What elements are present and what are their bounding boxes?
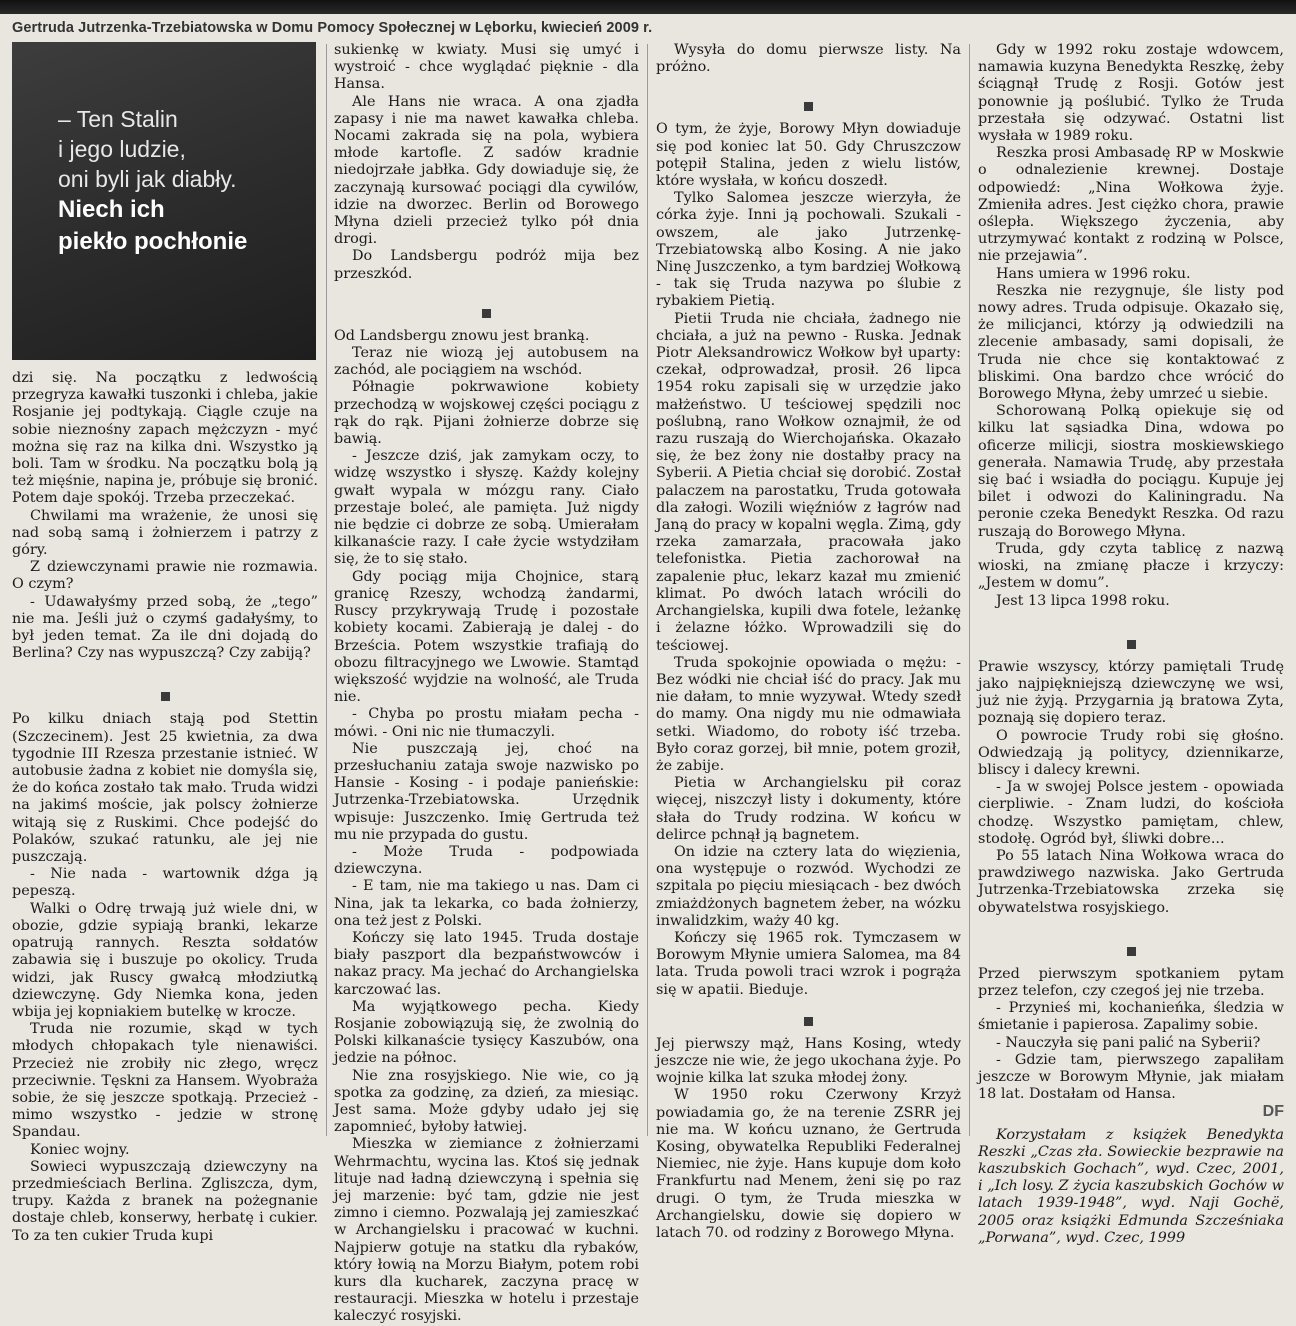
section-separator bbox=[804, 102, 813, 111]
section-separator bbox=[161, 692, 170, 701]
column-4 bbox=[978, 42, 1284, 1246]
section-separator bbox=[1127, 640, 1136, 649]
section-separator bbox=[482, 309, 491, 318]
pull-quote-line: – Ten Stalin bbox=[58, 106, 178, 132]
column-rule bbox=[326, 44, 327, 1136]
paragraph: Tylko Salomea jeszcze wierzyła, że córka żyje. Inni ją pochowali. Szukali - owszem, ale jako Jutrzenkę-Trzebiatowską albo Kosing. A nie jako Ninę Juszczenko, a tym bardziej Wołkową - tak się Truda nazywa po ślubie z rybakiem Pietią. bbox=[656, 190, 961, 310]
paragraph: Sowieci wypuszczają dziewczyny na przedmieściach Berlina. Zgliszcza, dym, trupy. Każda z branek na pożegnanie dostaje chleb, konserwy, herbatę i cukier. To za ten cukier Truda kupi bbox=[12, 1158, 318, 1244]
paragraph: O tym, że żyje, Borowy Młyn dowiaduje się pod koniec lat 50. Gdy Chruszczow potępił Stalina, jeden z wielu listów, które wysłała, w końcu doszedł. bbox=[656, 121, 961, 190]
page-top-edge bbox=[0, 0, 1296, 14]
paragraph: Jej pierwszy mąż, Hans Kosing, wtedy jeszcze nie wie, że jego ukochana żyje. Po wojnie kilka lat szuka młodej żony. bbox=[656, 1035, 961, 1087]
paragraph: Pietia w Archangielsku pił coraz więcej, niszczył listy i dokumenty, które słała do Trudy rodzina. W końcu w delirce pchnął ją bagnetem. bbox=[656, 775, 961, 843]
paragraph: Ale Hans nie wraca. A ona zjadła zapasy i nie ma nawet kawałka chleba. Nocami zakrada się na pola, wybiera młode kartofle. Z sadów kradnie niedojrzałe jabłka. Gdy dowiaduje się, że zaczynają kursować pociągi dla cywilów, idzie na dworzec. Berlin od Borowego Młyna dzieli przecież tylko pół dnia drogi. bbox=[334, 93, 639, 248]
column-2 bbox=[334, 42, 639, 1325]
paragraph: Kończy się lato 1945. Truda dostaje biały paszport dla bezpaństwowców i nakaz pracy. Ma jechać do Archangielska karczować las. bbox=[334, 929, 639, 998]
paragraph: Nie zna rosyjskiego. Nie wie, co ją spotka za godzinę, za dzień, za miesiąc. Jest sama. Może gdyby udało jej się zapomnieć, byłoby łatwiej. bbox=[334, 1067, 639, 1136]
paragraph: Pietii Truda nie chciała, żadnego nie chciała, a już na pewno - Ruska. Jednak Piotr Aleksandrowicz Wołkow był uparty: czekał, odprowadzał, prosił. 26 lipca 1954 roku zapisali się w urzędzie jako małżeństwo. U teściowej spędzili noc poślubną, rano Wołkow oznajmił, że od razu ruszają do Wierchojańska. Okazało się, że bez żony nie dostałby pracy na Syberii. A Pietia chciał się dorobić. Został palaczem na parostatku, Truda gotowała dla załogi. Wozili więźniów z łagrów nad Janą do pracy w kopalni węgla. Zimą, gdy rzeka zamarzała, pracowała jako telefonistka. Pietia zachorował na zapalenie płuc, lekarz kazał mu zmienić klimat. Po dwóch latach wrócili do Archangielska, kupili dwa fotele, leżankę i żelazne łóżko. Wprowadzili się do teściowej. bbox=[656, 310, 961, 654]
paragraph: Reszka nie rezygnuje, śle listy pod nowy adres. Truda odpisuje. Okazało się, że milicjanci, którzy ją odwiedzili na zlecenie ambasady, sami dopisali, że Truda nie chce się kontaktować z bliskimi. Ona bardzo chce wrócić do Borowego Młyna, żeby umrzeć u siebie. bbox=[978, 282, 1284, 403]
paragraph: Koniec wojny. bbox=[30, 1141, 130, 1158]
paragraph: - Może Truda - podpowiada dziewczyna. bbox=[334, 843, 639, 878]
paragraph: Jest 13 lipca 1998 roku. bbox=[996, 592, 1170, 609]
paragraph: - Przynieś mi, kochanieńka, śledzia w śmietanie i papierosa. Zapalimy sobie. bbox=[978, 1000, 1284, 1034]
paragraph: Po 55 latach Nina Wołkowa wraca do prawdziwego nazwiska. Jako Gertruda Jutrzenka-Trzebiatowska zrzeka się obywatelstwa rosyjskiego. bbox=[978, 847, 1284, 916]
paragraph: Truda nie rozumie, skąd w tych młodych chłopakach tyle nienawiści. Przecież nie zrobiły nic złego, wręcz przeciwnie. Tęskni za Hansem. Wyobraża sobie, że się jeszcze spotkają. Przecież - mimo wszystko - jedzie w stronę Spandau. bbox=[12, 1021, 318, 1141]
paragraph: Schorowaną Polką opiekuje się od kilku lat sąsiadka Dina, wdowa po oficerze milicji, siostra moskiewskiego generała. Namawia Trudę, aby przestała się bać i wsiadła do pociągu. Kupuje jej bilet i odwozi do Kaliningradu. Na peronie czeka Benedykt Reszka. Od razu ruszają do Borowego Młyna. bbox=[978, 403, 1284, 540]
paragraph: - Chyba po prostu miałam pecha - mówi. - Oni nic nie tłumaczyli. bbox=[334, 706, 639, 740]
pull-quote-box bbox=[12, 42, 316, 360]
paragraph: - Ja w swojej Polsce jestem - opowiada cierpliwie. - Znam ludzi, do kościoła chodzę. Wszystko pamiętam, chlew, stodołę. Ogród był, śliwki dobre... bbox=[978, 779, 1284, 847]
paragraph: Od Landsbergu znowu jest branką. bbox=[334, 327, 590, 344]
pull-quote-line: i jego ludzie, bbox=[58, 136, 186, 162]
paragraph: Chwilami ma wrażenie, że unosi się nad sobą samą i żołnierzem i patrzy z góry. bbox=[12, 507, 318, 559]
paragraph: O powrocie Trudy robi się głośno. Odwiedzają ją politycy, dziennikarze, bliscy i dalecy krewni. bbox=[978, 727, 1284, 778]
paragraph: Przed pierwszym spotkaniem pytam przez telefon, czy czegoś jej nie trzeba. bbox=[978, 965, 1284, 999]
paragraph: Reszka prosi Ambasadę RP w Moskwie o odnalezienie krewnej. Dostaje odpowiedź: „Nina Wołkowa żyje. Zmieniła adres. Jest ciężko chora, prawie oślepła. Większego życzenia, aby utrzymywać kontakt z rodziną w Polsce, nie przejawia”. bbox=[978, 145, 1284, 265]
paragraph: Kończy się 1965 rok. Tymczasem w Borowym Młynie umiera Salomea, ma 84 lata. Truda powoli traci wzrok i pogrąża się w apatii. Bieduje. bbox=[656, 929, 961, 998]
paragraph: Mieszka w ziemiance z żołnierzami Wehrmachtu, wycina las. Ktoś się jednak lituje nad ładną dziewczyną i spełnia się jej marzenie: być tam, gdzie nie jest zimno i ciemno. Pozwalają jej zamieszkać w Archangielsku i pracować w kuchni. Najpierw gotuje na statku dla rybaków, który łowią na Morzu Białym, potem robi kurs dla kucharek, zaczyna pracę w restauracji. Mieszka w hotelu i przestaje kaleczyć rosyjski. bbox=[334, 1136, 639, 1325]
pull-quote-bold-line: piekło pochłonie bbox=[58, 228, 248, 255]
paragraph: Gdy w 1992 roku zostaje wdowcem, namawia kuzyna Benedykta Reszkę, żeby ściągnął Trudę z Rosji. Gotów jest ponownie ją poślubić. Tylko że Truda przestała się odzywać. Ostatni list wysłała w 1989 roku. bbox=[978, 42, 1284, 145]
paragraph: dzi się. Na początku z ledwością przegryza kawałki tuszonki i chleba, jakie Rosjanie jej podtykają. Ciągle czuje na sobie nieznośny zapach mężczyzn - myć można się raz na kilka dni. Wszystko ją boli. Tam w środku. Na początku bolą ją też mięśnie, napina je, próbuje się bronić. Potem daje spokój. Trzeba przeczekać. bbox=[12, 370, 318, 507]
column-rule bbox=[647, 44, 648, 1136]
section-separator bbox=[804, 1017, 813, 1026]
photo-caption: Gertruda Jutrzenka-Trzebiatowska w Domu Pomocy Społecznej w Lęborku, kwiecień 2009 r. bbox=[12, 20, 653, 36]
paragraph: - E tam, nie ma takiego u nas. Dam ci Nina, jak ta lekarka, co bada żołnierzy, ona też jest z Polski. bbox=[334, 878, 639, 929]
pull-quote-line: oni byli jak diabły. bbox=[58, 166, 237, 192]
pull-quote bbox=[58, 104, 306, 258]
paragraph: W 1950 roku Czerwony Krzyż powiadamia go, że na terenie ZSRR jej nie ma. W końcu uznano, że Gertruda Kosing, obywatelka Republiki Federalnej Niemiec, nie żyje. Hans kupuje dom koło Frankfurtu nad Menem, żeni się po raz drugi. O tym, że Truda mieszka w Archangielsku, dowie się dopiero w latach 70. od rodziny z Borowego Młyna. bbox=[656, 1087, 961, 1241]
paragraph: Walki o Odrę trwają już wiele dni, w obozie, gdzie sypiają branki, lekarze opatrują rannych. Reszta sołdatów zabawia się i buszuje po okolicy. Truda widzi, jak Ruscy gwałcą młodziutką dziewczynę. Gdy Niemka kona, jeden wbija jej kopniakiem butelkę w krocze. bbox=[12, 900, 318, 1020]
paragraph: - Jeszcze dziś, jak zamykam oczy, to widzę wszystko i słyszę. Każdy kolejny gwałt wypala w mózgu rany. Ciało przestaje boleć, ale pamięta. Już nigdy nie będzie ci dobrze ze sobą. Umierałam kilkanaście razy. I całe życie wstydziłam się, że to się stało. bbox=[334, 448, 639, 568]
paragraph: sukienkę w kwiaty. Musi się umyć i wystroić - chce wyglądać pięknie - dla Hansa. bbox=[334, 42, 639, 93]
paragraph: Wysyła do domu pierwsze listy. Na próżno. bbox=[656, 42, 961, 76]
paragraph: Do Landsbergu podróż mija bez przeszkód. bbox=[334, 248, 639, 282]
author-signature: DF bbox=[1262, 1103, 1284, 1121]
paragraph: Nie puszczają jej, choć na przesłuchaniu zataja swoje nazwisko po Hansie - Kosing - i podaje panieńskie: Jutrzenka-Trzebiatowska. Urzędnik wpisuje: Juszczenko. Imię Gertruda też mu nie przypada do gustu. bbox=[334, 740, 639, 843]
paragraph: Truda, gdy czyta tablicę z nazwą wioski, na zmianę płacze i krzyczy: „Jestem w domu”. bbox=[978, 540, 1284, 592]
paragraph: Prawie wszyscy, którzy pamiętali Trudę jako najpiękniejszą dziewczynę we wsi, już nie żyją. Przygarnia ją bratowa Zyta, poznają się dopiero teraz. bbox=[978, 658, 1284, 727]
paragraph: - Udawałyśmy przed sobą, że „tego” nie ma. Jeśli już o czymś gadałyśmy, to był jeden temat. Za ile dni dojadą do Berlina? Czy nas wypuszczą? Czy zabiją? bbox=[12, 593, 318, 662]
paragraph: - Nauczyła się pani palić na Syberii? bbox=[996, 1034, 1261, 1051]
paragraph: Półnagie pokrwawione kobiety przechodzą w wojskowej części pociągu z rąk do rąk. Pijani żołnierze dobrze się bawią. bbox=[334, 379, 639, 448]
paragraph: Truda spokojnie opowiada o mężu: - Bez wódki nie chciał iść do pracy. Jak mu nie dałam, to mnie wyzywał. Wtedy szedł do mamy. Ona nigdy mu nie odmawiała setki. Wiadomo, do roboty iść trzeba. Było coraz gorzej, bił mnie, potem groził, że zabije. bbox=[656, 654, 961, 774]
paragraph: Gdy pociąg mija Chojnice, starą granicę Rzeszy, wchodzą żandarmi, Ruscy przykrywają Trudę i pozostałe kobiety kocami. Zabierają je dalej - do Brześcia. Potem wszystkie trafiają do obozu filtracyjnego we Lwowie. Stamtąd większość wyjdzie na wolność, ale Truda nie. bbox=[334, 568, 639, 706]
paragraph: Po kilku dniach stają pod Stettin (Szczecinem). Jest 25 kwietnia, za dwa tygodnie III Rzesza przestanie istnieć. W autobusie żadna z kobiet nie domyśla się, że do końca zostało tak mało. Truda widzi na jakimś moście, jak polscy żołnierze witają się z Ruskimi. Chce podejść do Polaków, szukać ratunku, ale jej nie puszczają. bbox=[12, 711, 318, 866]
paragraph: Hans umiera w 1996 roku. bbox=[996, 265, 1191, 282]
paragraph: - Nie nada - wartownik dźga ją pepeszą. bbox=[12, 866, 318, 900]
section-separator bbox=[1127, 947, 1136, 956]
paragraph: Teraz nie wiozą jej autobusem na zachód, ale pociągiem na wschód. bbox=[334, 345, 639, 379]
column-1 bbox=[12, 42, 318, 1244]
column-3 bbox=[656, 42, 961, 1241]
source-note: Korzystałam z książek Benedykta Reszki „Czas zła. Sowieckie bezprawie na kaszubskich Gochach”, wyd. Czec, 2001, i „Ich losy. Z życia kaszubskich Gochów w latach 1939-1948”, wyd. Naji Gochë, 2005 oraz książki Edmunda Szcześniaka „Porwana”, wyd. Czec, 1999 bbox=[978, 1126, 1284, 1246]
paragraph: On idzie na cztery lata do więzienia, ona występuje o rozwód. Wychodzi ze szpitala po pięciu miesiącach - bez dwóch zmiażdżonych bagnetem żeber, na wózku inwalidzkim, waży 40 kg. bbox=[656, 843, 961, 929]
pull-quote-bold-line: Niech ich bbox=[58, 196, 165, 223]
paragraph: Z dziewczynami prawie nie rozmawia. O czym? bbox=[12, 559, 318, 593]
paragraph: Ma wyjątkowego pecha. Kiedy Rosjanie zobowiązują się, że zwolnią do Polski kilkanaście tysięcy Kaszubów, ona jedzie na północ. bbox=[334, 998, 639, 1067]
paragraph: - Gdzie tam, pierwszego zapaliłam jeszcze w Borowym Młynie, jak miałam 18 lat. Dostałam od Hansa. bbox=[978, 1051, 1284, 1103]
column-rule bbox=[969, 44, 970, 1136]
